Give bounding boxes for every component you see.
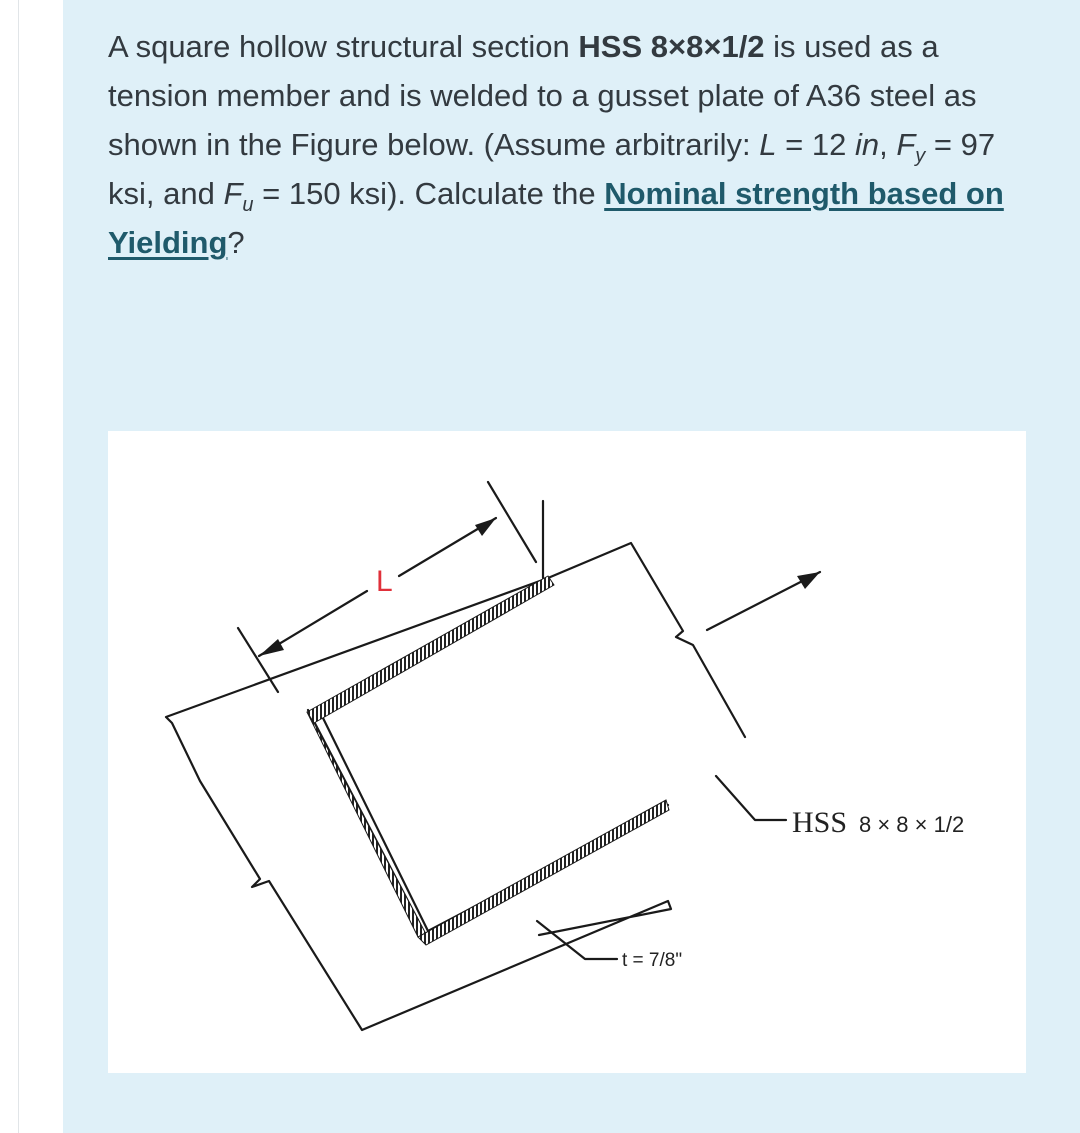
force-arrowhead [797,572,820,589]
figure-panel [108,431,1026,1073]
value-Fu: = 150 ksi). Calculate the [253,176,605,211]
label-hss-dims: 8 × 8 × 1/2 [859,812,965,837]
section-designation: HSS 8×8×1/2 [578,29,765,64]
dimension-arrow-left [259,639,284,656]
weld-bottom [418,800,669,945]
label-thickness: t = 7/8" [622,950,683,971]
symbol-Fy: F [896,127,916,162]
subscript-y: y [915,145,926,167]
symbol-Fu: F [223,176,243,211]
weld-left [307,712,426,937]
value-Fy: = 97 ksi, and [108,127,996,211]
left-border [0,0,19,1133]
question-text: A square hollow structural section HSS 8×8×1/2 is used as a tension member and is welded to a gusset plate of A36 steel as shown in the Figure below. (Assume arbitrarily: L = 12 in, $F_y = 97$ ksi, and $F_u = 150$ ksi). Calculate the Nominal strength based on Yielding? [108,29,1004,260]
question-part1: A square hollow structural section [108,29,579,64]
nominal-strength-yielding: Nominal strength based on Yielding [108,176,1004,260]
dimension-L-right-ext [488,482,536,562]
hss-leader [716,776,786,820]
symbol-L: L [759,127,777,162]
value-L: = 12 [776,127,855,162]
weld-top [307,576,554,723]
question-part2: is used as a tension member and is welded to a gusset plate of A36 steel as shown in the Figure below. (Assume arbitrarily: [108,29,977,162]
subscript-u: u [242,194,254,216]
dimension-arrow-right [475,518,496,536]
label-L: L [376,565,393,598]
unit-in: in [854,127,880,162]
label-hss-prefix: HSS [792,806,848,839]
hss-gusset-diagram [108,431,1026,1073]
hss-top-edge [548,543,745,737]
gusset-plate-outline [166,578,671,1030]
